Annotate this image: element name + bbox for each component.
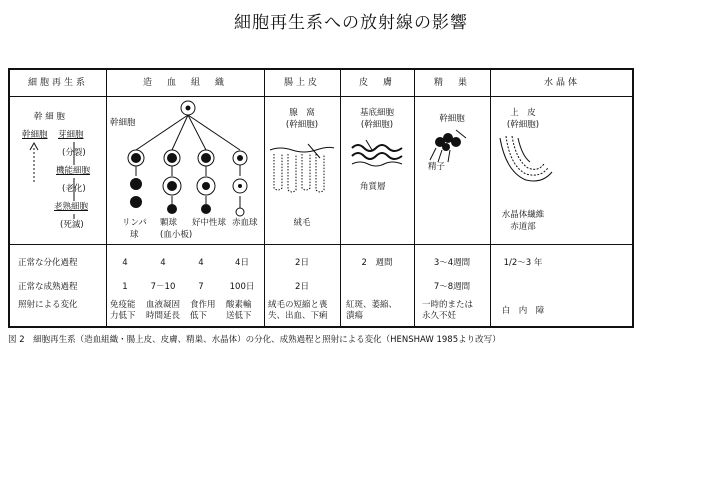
left-stem-cell: 幹 細 胞	[34, 112, 65, 122]
diff-skin: 2 週間	[361, 258, 393, 268]
skin-keratin-label: 角質層	[360, 182, 386, 192]
rad-lens: 白 内 障	[501, 306, 545, 316]
rad-testis: 一時的または 永久不妊	[422, 300, 474, 321]
granulocyte-label: 顆球	[160, 218, 178, 228]
skin-stem-label: (幹細胞)	[360, 120, 394, 130]
blood-stem-cell-label: 幹細胞	[110, 118, 136, 128]
lymphocyte-label: リンパ	[122, 218, 147, 228]
intestine-stem-label: (幹細胞)	[285, 120, 319, 130]
rad-rbc: 酸素輸 送低下	[226, 300, 252, 321]
left-blast-cell: 芽細胞	[58, 130, 84, 140]
header-lens: 水晶体	[543, 78, 580, 88]
lens-epithelium-label: 上 皮	[510, 108, 536, 118]
diff-gran: 4	[160, 258, 166, 268]
row-label-differentiation: 正常な分化過程	[18, 258, 78, 268]
testis-stem-label: 幹細胞	[439, 114, 465, 124]
left-aging: (老化)	[62, 184, 86, 194]
mat-intestine: 2日	[295, 282, 309, 292]
cell-renewal-table	[8, 68, 634, 328]
header-testis: 精 巣	[433, 78, 470, 88]
header-hematopoietic: 造 血 組 織	[142, 78, 227, 88]
rad-neut: 食作用 低下	[190, 300, 216, 321]
intestine-crypt-label: 腺 窩	[289, 108, 315, 118]
left-stem-cell-2: 幹細胞	[22, 130, 48, 140]
left-division: (分裂)	[62, 148, 86, 158]
erythrocyte-label: 赤血球	[232, 218, 258, 228]
skin-layer-drawing	[350, 138, 406, 174]
diff-lens: 1/2～3 年	[503, 258, 543, 268]
header-cell-renewal: 細胞再生系	[27, 78, 88, 88]
page-title: 細胞再生系への放射線の影響	[234, 13, 468, 33]
intestine-villus-label: 絨毛	[293, 218, 311, 228]
left-death: (死滅)	[60, 220, 84, 230]
rad-intestine: 絨毛の短縮と喪 失、出血、下痢	[268, 300, 328, 321]
mat-rbc: 100日	[229, 282, 255, 292]
lymphocyte-label-2: 球	[130, 230, 139, 240]
left-old-cell: 老熟細胞	[54, 202, 89, 212]
row-divider	[10, 244, 632, 245]
mat-neut: 7	[198, 282, 204, 292]
lens-drawing	[496, 132, 554, 196]
testis-tubule-drawing	[426, 128, 474, 164]
rad-skin: 紅斑、萎縮、 潰瘍	[346, 300, 398, 321]
rad-gran: 血液凝固 時間延長	[146, 300, 181, 321]
diff-intestine: 2日	[295, 258, 309, 268]
left-functional-cell: 機能細胞	[56, 166, 91, 176]
lens-fiber-label: 水晶体繊維	[501, 210, 545, 220]
neutrophil-label: 好中性球	[192, 218, 227, 228]
row-label-radiation: 照射による変化	[18, 300, 78, 310]
platelet-label: (血小板)	[160, 230, 193, 240]
rad-lymph: 免疫能 力低下	[110, 300, 136, 321]
testis-sperm-label: 精子	[428, 162, 446, 172]
diff-lymph: 4	[122, 258, 128, 268]
row-label-maturation: 正常な成熟過程	[18, 282, 78, 292]
header-intestine: 腸上皮	[283, 78, 320, 88]
skin-basal-label: 基底細胞	[359, 108, 394, 118]
header-skin: 皮 膚	[358, 78, 395, 88]
diff-testis: 3～4週間	[433, 258, 471, 268]
mat-gran: 7－10	[150, 282, 176, 292]
intestine-villi-drawing	[268, 144, 336, 194]
lens-stem-label: (幹細胞)	[506, 120, 540, 130]
mat-testis: 7～8週間	[433, 282, 471, 292]
figure-caption: 図 2 細胞再生系（造血組織・腸上皮、皮膚、精巣、水晶体）の分化、成熟過程と照射による変化（HENSHAW 1985より改写）	[8, 335, 501, 345]
lens-equator-label: 赤道部	[510, 222, 536, 232]
diff-rbc: 4日	[235, 258, 249, 268]
left-arrows	[10, 70, 106, 244]
diff-neut: 4	[198, 258, 204, 268]
mat-lymph: 1	[122, 282, 128, 292]
